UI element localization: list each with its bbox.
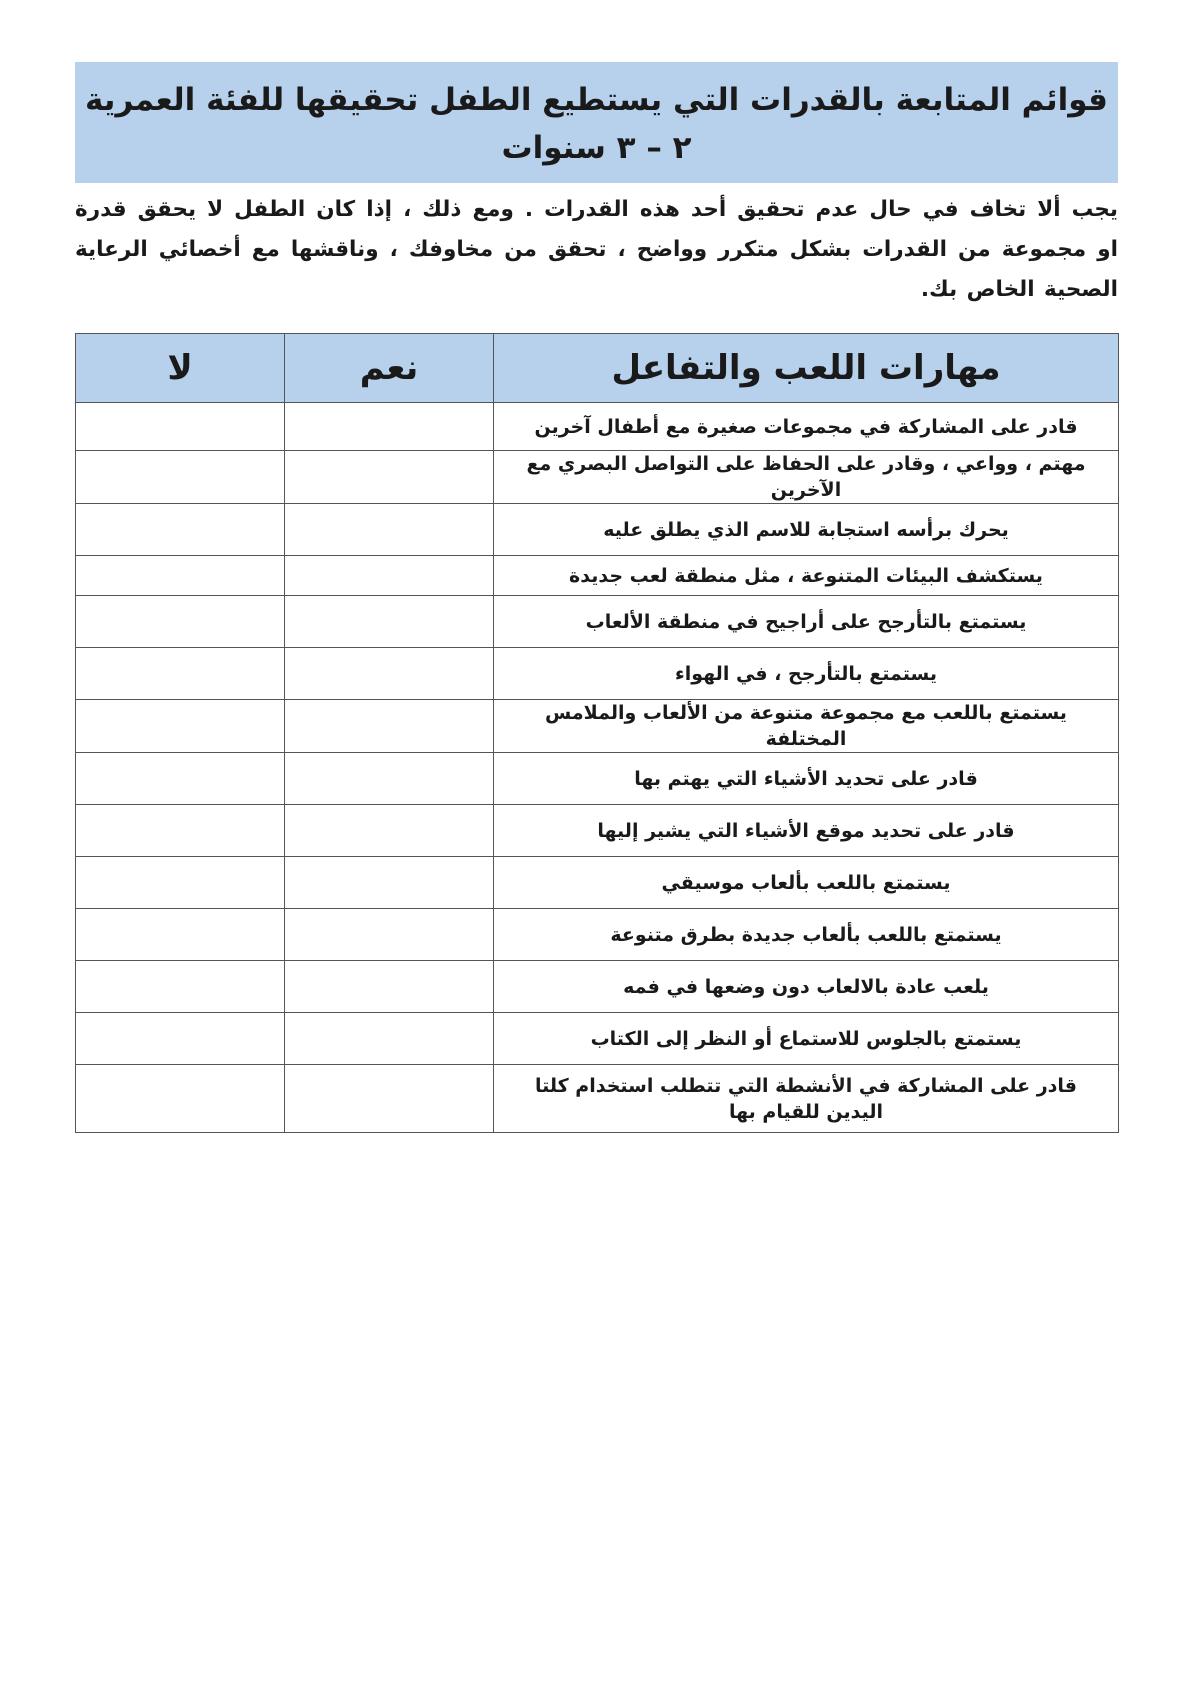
column-header-yes: نعم	[285, 334, 494, 403]
no-checkbox-cell[interactable]	[76, 504, 285, 556]
no-checkbox-cell[interactable]	[76, 1065, 285, 1133]
skill-text: قادر على تحديد الأشياء التي يهتم بها	[494, 753, 1119, 805]
no-checkbox-cell[interactable]	[76, 648, 285, 700]
table-row	[76, 504, 1119, 556]
yes-checkbox-cell[interactable]	[285, 1013, 494, 1065]
no-checkbox-cell[interactable]	[76, 753, 285, 805]
skill-text: يستمتع باللعب بألعاب موسيقي	[494, 857, 1119, 909]
skill-text: يحرك برأسه استجابة للاسم الذي يطلق عليه	[494, 504, 1119, 556]
table-body	[76, 403, 1119, 1133]
table-row	[76, 556, 1119, 596]
page-title: قوائم المتابعة بالقدرات التي يستطيع الطفل تحقيقها للفئة العمرية	[85, 82, 1108, 118]
no-checkbox-cell[interactable]	[76, 403, 285, 451]
no-checkbox-cell[interactable]	[76, 961, 285, 1013]
skill-text: يستمتع بالتأرجح ، في الهواء	[494, 648, 1119, 700]
table-row	[76, 403, 1119, 451]
yes-checkbox-cell[interactable]	[285, 857, 494, 909]
no-checkbox-cell[interactable]	[76, 556, 285, 596]
no-checkbox-cell[interactable]	[76, 451, 285, 504]
table-row	[76, 648, 1119, 700]
yes-checkbox-cell[interactable]	[285, 403, 494, 451]
title-banner	[75, 62, 1118, 183]
table-row	[76, 805, 1119, 857]
skill-text: يستمتع بالتأرجح على أراجيح في منطقة الألعاب	[494, 596, 1119, 648]
column-header-no: لا	[76, 334, 285, 403]
no-checkbox-cell[interactable]	[76, 909, 285, 961]
skill-text: يستكشف البيئات المتنوعة ، مثل منطقة لعب جديدة	[494, 556, 1119, 596]
yes-checkbox-cell[interactable]	[285, 753, 494, 805]
yes-checkbox-cell[interactable]	[285, 909, 494, 961]
no-checkbox-cell[interactable]	[76, 805, 285, 857]
skill-text: مهتم ، وواعي ، وقادر على الحفاظ على التواصل البصري مع الآخرين	[494, 451, 1119, 504]
yes-checkbox-cell[interactable]	[285, 504, 494, 556]
table-row	[76, 700, 1119, 753]
table-row	[76, 857, 1119, 909]
yes-checkbox-cell[interactable]	[285, 805, 494, 857]
age-range-subtitle: ٢ – ٣ سنوات	[501, 130, 692, 166]
table-row	[76, 596, 1119, 648]
skill-text: يستمتع باللعب بألعاب جديدة بطرق متنوعة	[494, 909, 1119, 961]
yes-checkbox-cell[interactable]	[285, 961, 494, 1013]
no-checkbox-cell[interactable]	[76, 596, 285, 648]
table-row	[76, 451, 1119, 504]
no-checkbox-cell[interactable]	[76, 700, 285, 753]
checklist-table	[75, 333, 1119, 1133]
table-row	[76, 1013, 1119, 1065]
yes-checkbox-cell[interactable]	[285, 556, 494, 596]
yes-checkbox-cell[interactable]	[285, 1065, 494, 1133]
skill-text: يستمتع باللعب مع مجموعة متنوعة من الألعاب والملامس المختلفة	[494, 700, 1119, 753]
table-row	[76, 909, 1119, 961]
table-row	[76, 961, 1119, 1013]
intro-paragraph: يجب ألا تخاف في حال عدم تحقيق أحد هذه القدرات . ومع ذلك ، إذا كان الطفل لا يحقق قدرة او مجموعة من القدرات بشكل متكرر وواضح ، تحقق من مخاوفك ، وناقشها مع أخصائي الرعاية الصحية الخاص بك.	[75, 197, 1118, 302]
skill-text: يستمتع بالجلوس للاستماع أو النظر إلى الكتاب	[494, 1013, 1119, 1065]
table-row	[76, 1065, 1119, 1133]
yes-checkbox-cell[interactable]	[285, 648, 494, 700]
skill-text: قادر على تحديد موقع الأشياء التي يشير إليها	[494, 805, 1119, 857]
no-checkbox-cell[interactable]	[76, 857, 285, 909]
skill-text: قادر على المشاركة في مجموعات صغيرة مع أطفال آخرين	[494, 403, 1119, 451]
yes-checkbox-cell[interactable]	[285, 596, 494, 648]
skill-text: قادر على المشاركة في الأنشطة التي تتطلب استخدام كلتا اليدين للقيام بها	[494, 1065, 1119, 1133]
yes-checkbox-cell[interactable]	[285, 700, 494, 753]
no-checkbox-cell[interactable]	[76, 1013, 285, 1065]
column-header-skills: مهارات اللعب والتفاعل	[494, 334, 1119, 403]
skill-text: يلعب عادة بالالعاب دون وضعها في فمه	[494, 961, 1119, 1013]
yes-checkbox-cell[interactable]	[285, 451, 494, 504]
table-header-row	[76, 334, 1119, 403]
table-row	[76, 753, 1119, 805]
